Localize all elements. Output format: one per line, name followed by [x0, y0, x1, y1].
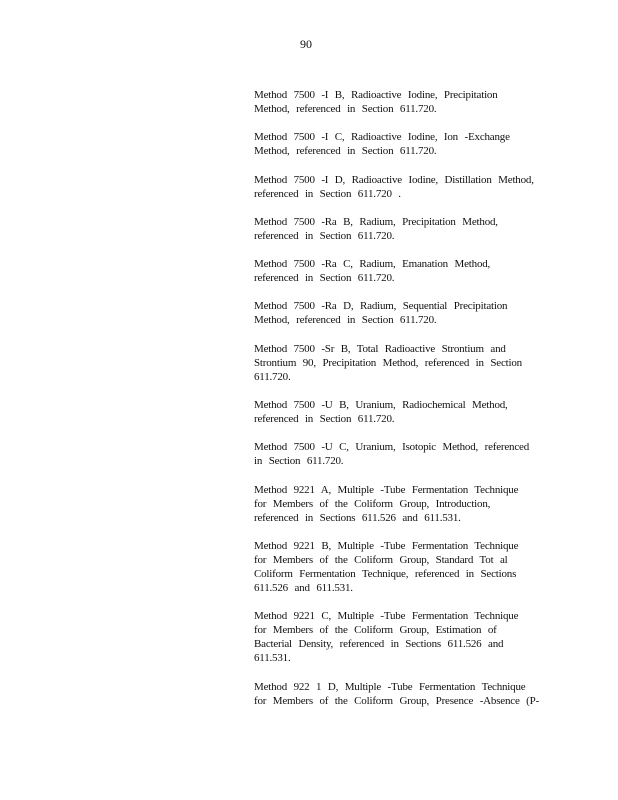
method-entry [254, 173, 536, 201]
entry-line: for Members of the Coliform Group, Standard Tot al [254, 553, 508, 566]
entry-line: Method 922 1 D, Multiple -Tube Fermentation Technique [254, 680, 526, 693]
entry-line: Method 9221 B, Multiple -Tube Fermentation Technique [254, 539, 519, 552]
method-entry [254, 215, 536, 243]
entry-line: Method 7500 -Ra C, Radium, Emanation Method, [254, 258, 491, 271]
method-reference-list [254, 88, 540, 722]
entry-line: for Members of the Coliform Group, Introduction, [254, 497, 491, 510]
entry-line: in Section 611.720. [254, 455, 344, 468]
entry-line: Coliform Fermentation Technique, referenced in Sections [254, 567, 517, 580]
entry-line: Method 7500 -U C, Uranium, Isotopic Method, referenced [254, 441, 530, 454]
method-entry [254, 130, 536, 158]
entry-line: referenced in Section 611.720 . [254, 187, 401, 200]
entry-line: Strontium 90, Precipitation Method, referenced in Section [254, 356, 522, 369]
entry-line: Method, referenced in Section 611.720. [254, 103, 437, 115]
method-entry [254, 398, 536, 426]
entry-line: 611.526 and 611.531. [254, 581, 353, 594]
entry-line: 611.531. [254, 652, 291, 665]
method-entry [254, 539, 536, 595]
entry-line: Method 7500 -I C, Radioactive Iodine, Ion -Exchange [254, 131, 510, 144]
entry-line: referenced in Section 611.720. [254, 413, 395, 426]
page-number: 90 [300, 37, 312, 51]
entry-line: referenced in Section 611.720. [254, 272, 395, 285]
entry-line: Bacterial Density, referenced in Sections 611.526 and [254, 638, 504, 651]
entry-line: Method, referenced in Section 611.720. [254, 314, 437, 327]
entry-line: 611.720. [254, 370, 291, 383]
entry-line: Method 7500 -Sr B, Total Radioactive Strontium and [254, 342, 506, 355]
method-entry [254, 609, 536, 665]
entry-line: Method, referenced in Section 611.720. [254, 145, 437, 158]
method-entry [254, 342, 536, 384]
entry-line: Method 7500 -I D, Radioactive Iodine, Distillation Method, [254, 173, 534, 186]
entry-line: referenced in Sections 611.526 and 611.531. [254, 511, 461, 524]
method-entry [254, 257, 536, 285]
method-entry [254, 483, 536, 525]
entry-line: Method 7500 -Ra D, Radium, Sequential Precipitation [254, 300, 508, 313]
entry-line: for Members of the Coliform Group, Estimation of [254, 624, 497, 637]
entry-line: Method 7500 -Ra B, Radium, Precipitation Method, [254, 215, 498, 228]
entry-line: Method 9221 C, Multiple -Tube Fermentation Technique [254, 610, 519, 623]
entry-line: referenced in Section 611.720. [254, 229, 395, 242]
method-entry [254, 680, 540, 708]
entry-line: for Members of the Coliform Group, Presence -Absence (P- [254, 694, 540, 707]
method-entry [254, 299, 536, 327]
method-entry [254, 440, 536, 468]
entry-line: Method 7500 -I B, Radioactive Iodine, Precipitation [254, 89, 498, 101]
method-entry [254, 88, 536, 116]
entry-line: Method 7500 -U B, Uranium, Radiochemical Method, [254, 399, 508, 412]
entry-line: Method 9221 A, Multiple -Tube Fermentation Technique [254, 483, 519, 496]
